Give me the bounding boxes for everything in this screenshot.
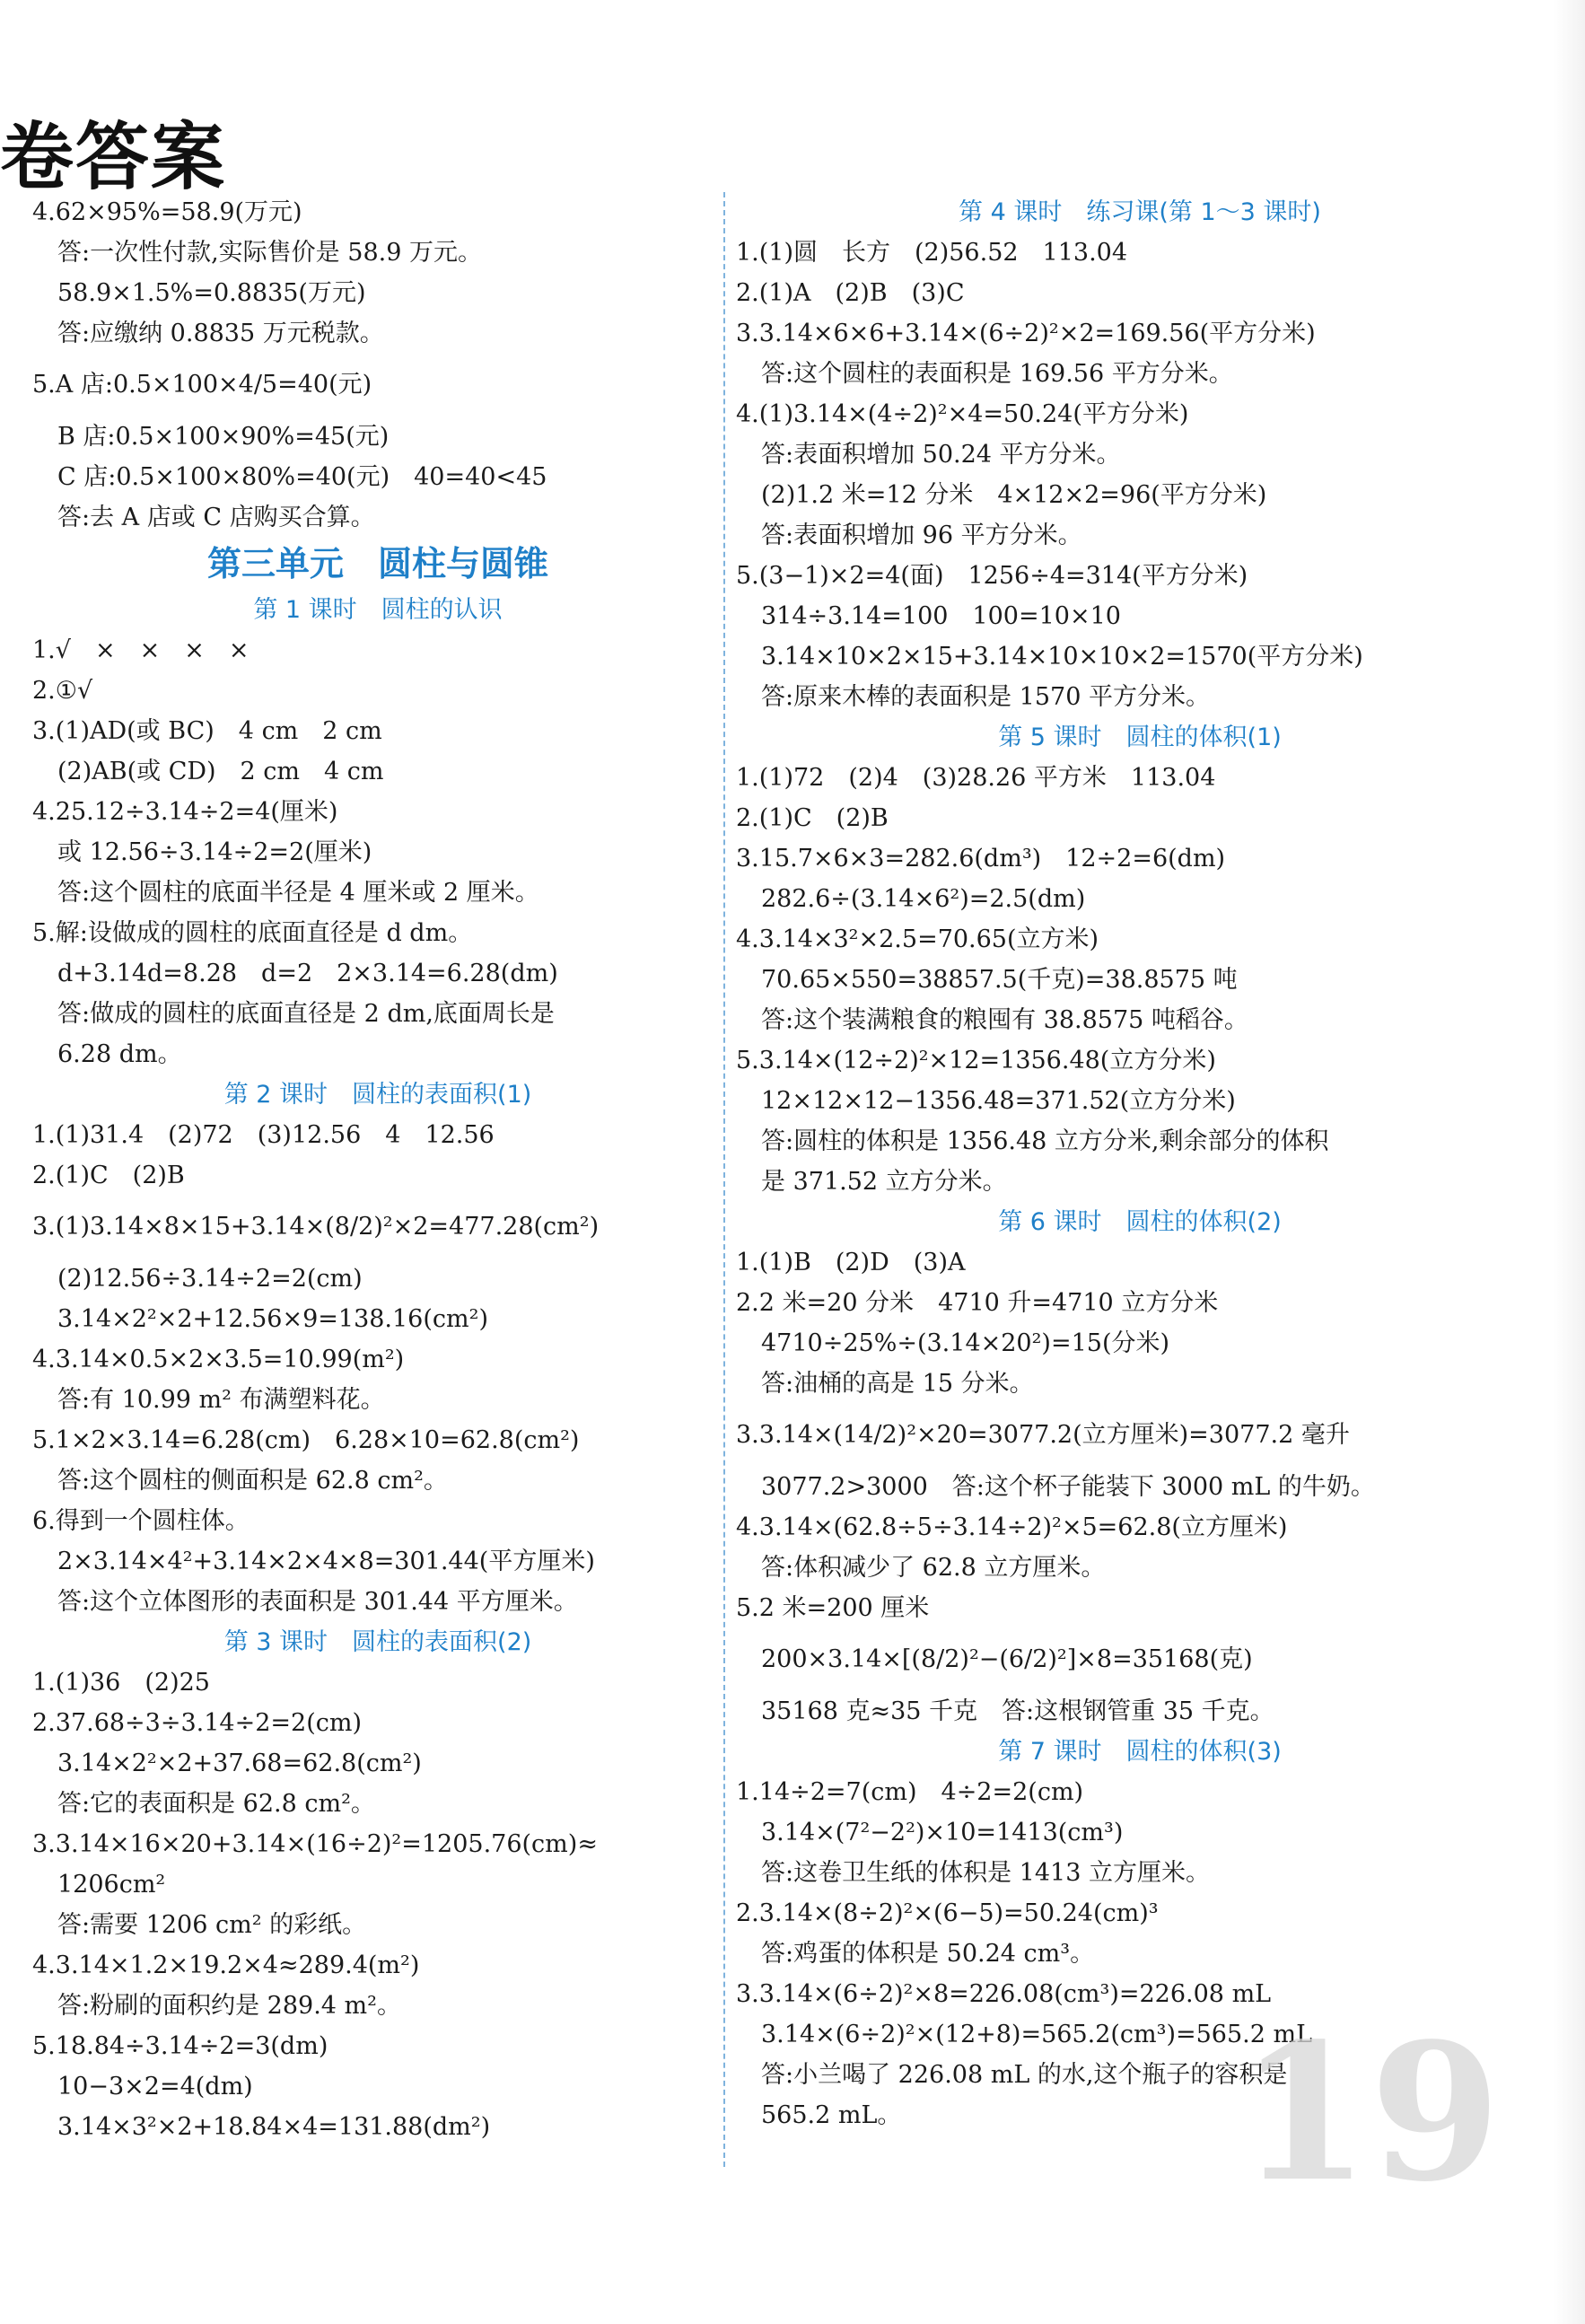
- answer-line: 314÷3.14=100 100=10×10: [761, 602, 1121, 630]
- answer-line: 答:这个装满粮食的粮囤有 38.8575 吨稻谷。: [761, 1006, 1248, 1034]
- answer-line: 答:需要 1206 cm² 的彩纸。: [57, 1911, 367, 1939]
- answer-line: 6.28 dm。: [57, 1040, 182, 1068]
- answer-line: 1.(1)72 (2)4 (3)28.26 平方米 113.04: [736, 764, 1216, 792]
- lesson-heading: 第 3 课时 圆柱的表面积(2): [223, 1628, 532, 1656]
- lesson-heading: 第 2 课时 圆柱的表面积(1): [223, 1081, 532, 1109]
- answer-line: (2)AB(或 CD) 2 cm 4 cm: [57, 758, 384, 785]
- answer-line: 3.(1)AD(或 BC) 4 cm 2 cm: [32, 717, 382, 745]
- answer-line: 4.(1)3.14×(4÷2)²×4=50.24(平方分米): [736, 400, 1189, 428]
- answer-line: 35168 克≈35 千克 答:这根钢管重 35 千克。: [761, 1697, 1274, 1725]
- answer-line: 4.3.14×0.5×2×3.5=10.99(m²): [32, 1346, 405, 1373]
- answer-line: (2)1.2 米=12 分米 4×12×2=96(平方分米): [761, 481, 1267, 509]
- answer-line: 3.14×(7²−2²)×10=1413(cm³): [761, 1819, 1124, 1846]
- answer-line: 5.3.14×(12÷2)²×12=1356.48(立方分米): [736, 1047, 1216, 1074]
- page-number-watermark: 19: [1239, 2002, 1502, 2223]
- answer-line: 答:去 A 店或 C 店购买合算。: [57, 504, 375, 531]
- lesson-heading: 第 7 课时 圆柱的体积(3): [998, 1738, 1282, 1766]
- answer-line: 3.14×10×2×15+3.14×10×10×2=1570(平方分米): [761, 643, 1363, 671]
- answer-line: 4.3.14×1.2×19.2×4≈289.4(m²): [32, 1951, 420, 1979]
- answer-line: 答:这个圆柱的侧面积是 62.8 cm²。: [57, 1467, 448, 1495]
- page-edge-shadow: [1553, 0, 1585, 2324]
- answer-line: 答:圆柱的体积是 1356.48 立方分米,剩余部分的体积: [761, 1127, 1329, 1155]
- answer-line: 5.18.84÷3.14÷2=3(dm): [32, 2032, 328, 2060]
- answer-line: 12×12×12−1356.48=371.52(立方分米): [761, 1087, 1236, 1115]
- answer-line: 答:体积减少了 62.8 立方厘米。: [761, 1554, 1106, 1582]
- answer-line: (2)12.56÷3.14÷2=2(cm): [57, 1265, 363, 1293]
- answer-line: 3.14×2²×2+12.56×9=138.16(cm²): [57, 1305, 488, 1333]
- answer-line: 2.(1)C (2)B: [32, 1162, 185, 1189]
- answer-line: 4.3.14×3²×2.5=70.65(立方米): [736, 925, 1099, 953]
- answer-line: 答:应缴纳 0.8835 万元税款。: [57, 320, 384, 347]
- answer-line: 答:鸡蛋的体积是 50.24 cm³。: [761, 1940, 1095, 1968]
- answer-line: 1.√ × × × ×: [32, 636, 250, 664]
- answer-line: 3.15.7×6×3=282.6(dm³) 12÷2=6(dm): [736, 845, 1226, 873]
- answer-line: 4.3.14×(62.8÷5÷3.14÷2)²×5=62.8(立方厘米): [736, 1513, 1288, 1541]
- answer-line: 282.6÷(3.14×6²)=2.5(dm): [761, 885, 1086, 913]
- answer-line: 3.14×2²×2+37.68=62.8(cm²): [57, 1750, 422, 1777]
- answer-line: 3.3.14×(6÷2)²×8=226.08(cm³)=226.08 mL: [736, 1980, 1272, 2008]
- answer-line: 5.2 米=200 厘米: [736, 1594, 930, 1622]
- answer-line: B 店:0.5×100×90%=45(元): [57, 423, 390, 451]
- answer-line: 2.2 米=20 分米 4710 升=4710 立方分米: [736, 1289, 1219, 1317]
- answer-line: 3.(1)3.14×8×15+3.14×(8/2)²×2=477.28(cm²): [32, 1213, 600, 1241]
- answer-line: 6.得到一个圆柱体。: [32, 1507, 250, 1535]
- unit-heading: 第三单元 圆柱与圆锥: [206, 544, 548, 583]
- lesson-heading: 第 6 课时 圆柱的体积(2): [998, 1208, 1282, 1236]
- answer-line: 1.(1)36 (2)25: [32, 1669, 210, 1697]
- answer-line: 或 12.56÷3.14÷2=2(厘米): [57, 838, 372, 866]
- answer-line: 答:这个圆柱的表面积是 169.56 平方分米。: [761, 360, 1233, 388]
- answer-line: 3.3.14×(14/2)²×20=3077.2(立方厘米)=3077.2 毫升: [736, 1421, 1350, 1449]
- left-column: [32, 192, 723, 2147]
- answer-line: 答:这卷卫生纸的体积是 1413 立方厘米。: [761, 1859, 1210, 1887]
- answer-line: 答:小兰喝了 226.08 mL 的水,这个瓶子的容积是: [761, 2061, 1288, 2089]
- answer-line: 答:一次性付款,实际售价是 58.9 万元。: [57, 239, 482, 267]
- answer-line: 1.(1)B (2)D (3)A: [736, 1249, 966, 1276]
- answer-line: 2.(1)A (2)B (3)C: [736, 279, 965, 307]
- answer-line: 200×3.14×[(8/2)²−(6/2)²]×8=35168(克): [761, 1645, 1253, 1673]
- answer-line: 答:粉刷的面积约是 289.4 m²。: [57, 1992, 401, 2020]
- answer-line: 4710÷25%÷(3.14×20²)=15(分米): [761, 1329, 1170, 1357]
- answer-line: 2.①√: [32, 677, 93, 705]
- answer-line: 答:原来木棒的表面积是 1570 平方分米。: [761, 683, 1210, 711]
- answer-line: 答:表面积增加 96 平方分米。: [761, 522, 1082, 549]
- answer-line: 1.(1)圆 长方 (2)56.52 113.04: [736, 239, 1128, 267]
- answer-line: d+3.14d=8.28 d=2 2×3.14=6.28(dm): [57, 960, 558, 987]
- lesson-heading: 第 4 课时 练习课(第 1～3 课时): [959, 198, 1321, 226]
- answer-line: 1.14÷2=7(cm) 4÷2=2(cm): [736, 1778, 1084, 1806]
- answer-line: 答:有 10.99 m² 布满塑料花。: [57, 1386, 385, 1414]
- answer-line: 565.2 mL。: [761, 2101, 902, 2129]
- lesson-heading: 第 1 课时 圆柱的认识: [253, 596, 503, 624]
- answer-line: 5.1×2×3.14=6.28(cm) 6.28×10=62.8(cm²): [32, 1426, 580, 1454]
- answer-line: 答:油桶的高是 15 分米。: [761, 1370, 1034, 1398]
- answer-line: 70.65×550=38857.5(千克)=38.8575 吨: [761, 966, 1238, 994]
- answer-line: 4.62×95%=58.9(万元): [32, 198, 302, 226]
- answer-line: 3.14×(6÷2)²×(12+8)=565.2(cm³)=565.2 mL: [761, 2021, 1313, 2048]
- answer-line: C 店:0.5×100×80%=40(元) 40=40<45: [57, 463, 547, 491]
- answer-line: 2.3.14×(8÷2)²×(6−5)=50.24(cm)³: [736, 1899, 1159, 1927]
- column-divider: [723, 192, 725, 2167]
- answer-line: 10−3×2=4(dm): [57, 2073, 253, 2100]
- answer-line: 3.14×3²×2+18.84×4=131.88(dm²): [57, 2113, 491, 2141]
- lesson-heading: 第 5 课时 圆柱的体积(1): [998, 724, 1282, 751]
- answer-line: 5.(3−1)×2=4(面) 1256÷4=314(平方分米): [736, 562, 1248, 590]
- right-column: [736, 192, 1544, 2135]
- answer-line: 3.3.14×16×20+3.14×(16÷2)²=1205.76(cm)≈: [32, 1830, 598, 1858]
- answer-line: 答:这个圆柱的底面半径是 4 厘米或 2 厘米。: [57, 879, 539, 907]
- answer-line: 2.37.68÷3÷3.14÷2=2(cm): [32, 1709, 362, 1737]
- answer-line: 2×3.14×4²+3.14×2×4×8=301.44(平方厘米): [57, 1548, 595, 1575]
- page-title: 卷答案: [0, 115, 227, 200]
- answer-line: 1.(1)31.4 (2)72 (3)12.56 4 12.56: [32, 1121, 495, 1149]
- answer-line: 3077.2>3000 答:这个杯子能装下 3000 mL 的牛奶。: [761, 1473, 1375, 1501]
- answer-line: 答:表面积增加 50.24 平方分米。: [761, 441, 1121, 469]
- answer-line: 5.A 店:0.5×100×4/5=40(元): [32, 371, 372, 399]
- answer-line: 2.(1)C (2)B: [736, 804, 889, 832]
- answer-line: 答:做成的圆柱的底面直径是 2 dm,底面周长是: [57, 1000, 555, 1028]
- answer-line: 3.3.14×6×6+3.14×(6÷2)²×2=169.56(平方分米): [736, 320, 1316, 347]
- answer-line: 答:这个立体图形的表面积是 301.44 平方厘米。: [57, 1588, 578, 1616]
- answer-line: 5.解:设做成的圆柱的底面直径是 d dm。: [32, 919, 473, 947]
- answer-line: 答:它的表面积是 62.8 cm²。: [57, 1790, 375, 1818]
- answer-line: 58.9×1.5%=0.8835(万元): [57, 279, 366, 307]
- answer-line: 4.25.12÷3.14÷2=4(厘米): [32, 798, 338, 826]
- answer-line: 1206cm²: [57, 1871, 166, 1899]
- answer-line: 是 371.52 立方分米。: [761, 1168, 1007, 1196]
